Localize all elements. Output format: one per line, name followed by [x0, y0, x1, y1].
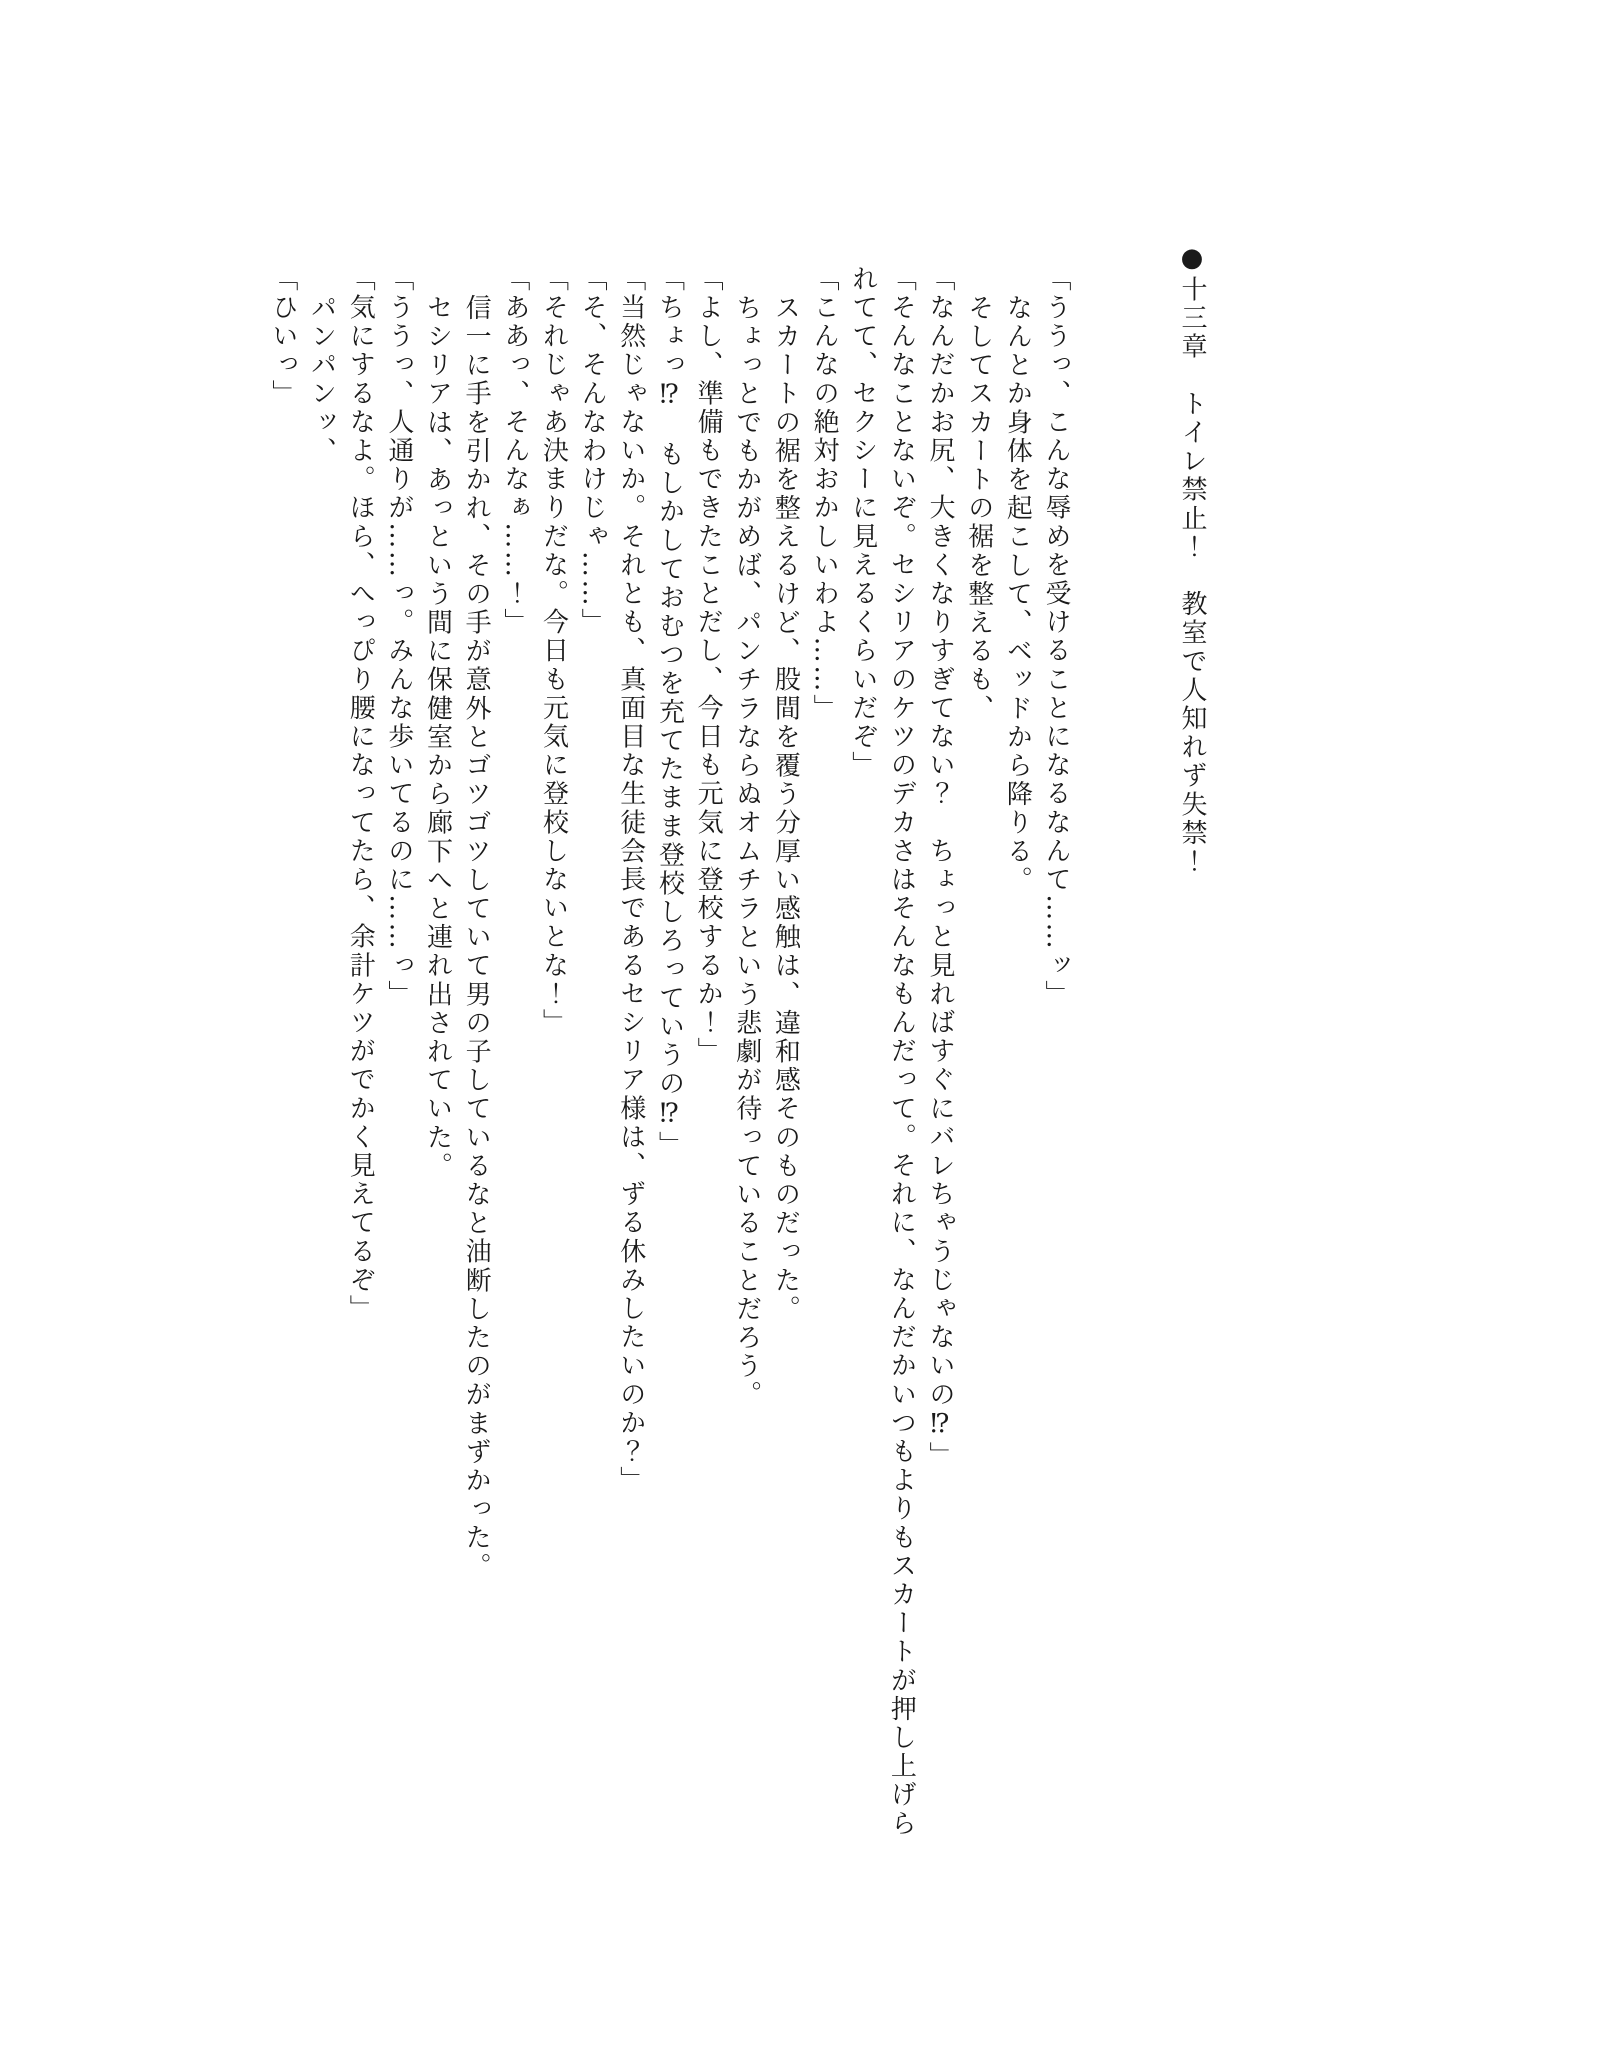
text-line: 「そ、そんなわけじゃ……」	[577, 265, 608, 637]
text-line: 「そんなことないぞ。セシリアのケツのデカさはそんなもんだって。それに、なんだかいつもよりもスカートが押し上げら	[886, 265, 917, 1838]
text-line: 「こんなの絶対おかしいわよ……」	[809, 265, 840, 723]
text-line: 「ひいっ」	[267, 265, 298, 408]
text-line: 「よし、準備もできたことだし、今日も元気に登校するか！」	[693, 265, 724, 1066]
text-line: スカートの裾を整えるけど、股間を覆う分厚い感触は、違和感そのものだった。	[770, 293, 801, 1324]
text-line: 「当然じゃないか。それとも、真面目な生徒会長であるセシリア様は、ずる休みしたいのか？」	[615, 265, 646, 1495]
text-line: 「ううっ、人通りが……っ。みんな歩いてるのに……っ」	[383, 265, 414, 1009]
text-line: 「ううっ、こんな辱めを受けることになるなんて……ッ」	[1041, 265, 1071, 1009]
text-line: パンパンッ、	[306, 293, 337, 466]
text-line: セシリアは、あっという間に保健室から廊下へと連れ出されていた。	[422, 293, 453, 1181]
text-line: そしてスカートの裾を整えるも、	[963, 293, 994, 723]
text-line: 「気にするなよ。ほら、へっぴり腰になってたら、余計ケツがでかく見えてるぞ」	[345, 265, 376, 1324]
text-line: 「ちょっ⁉ もしかしておむつを充てたまま登校しろっていうの⁉」	[654, 265, 685, 1160]
text-line: 信一に手を引かれ、その手が意外とゴツゴツしていて男の子しているなと油断したのがまずかった。	[461, 293, 492, 1581]
text-line: 「それじゃあ決まりだな。今日も元気に登校しないとな！」	[538, 265, 569, 1038]
text-line: なんとか身体を起こして、ベッドから降りる。	[1002, 293, 1033, 895]
text-line: 「ああっ、そんなぁ……！」	[499, 265, 530, 637]
text-line: 「なんだかお尻、大きくなりすぎてない？ ちょっと見ればすぐにバレちゃうじゃないの⁉」	[925, 265, 956, 1471]
text-line: れてて、セクシーに見えるくらいだぞ」	[847, 265, 878, 780]
chapter-heading: ●十三章 トイレ禁止！ 教室で人知れず失禁！	[1177, 243, 1207, 877]
body-text	[263, 265, 1075, 1855]
text-line: ちょっとでもかがめば、パンチラならぬオムチラという悲劇が待っていることだろう。	[731, 293, 762, 1409]
